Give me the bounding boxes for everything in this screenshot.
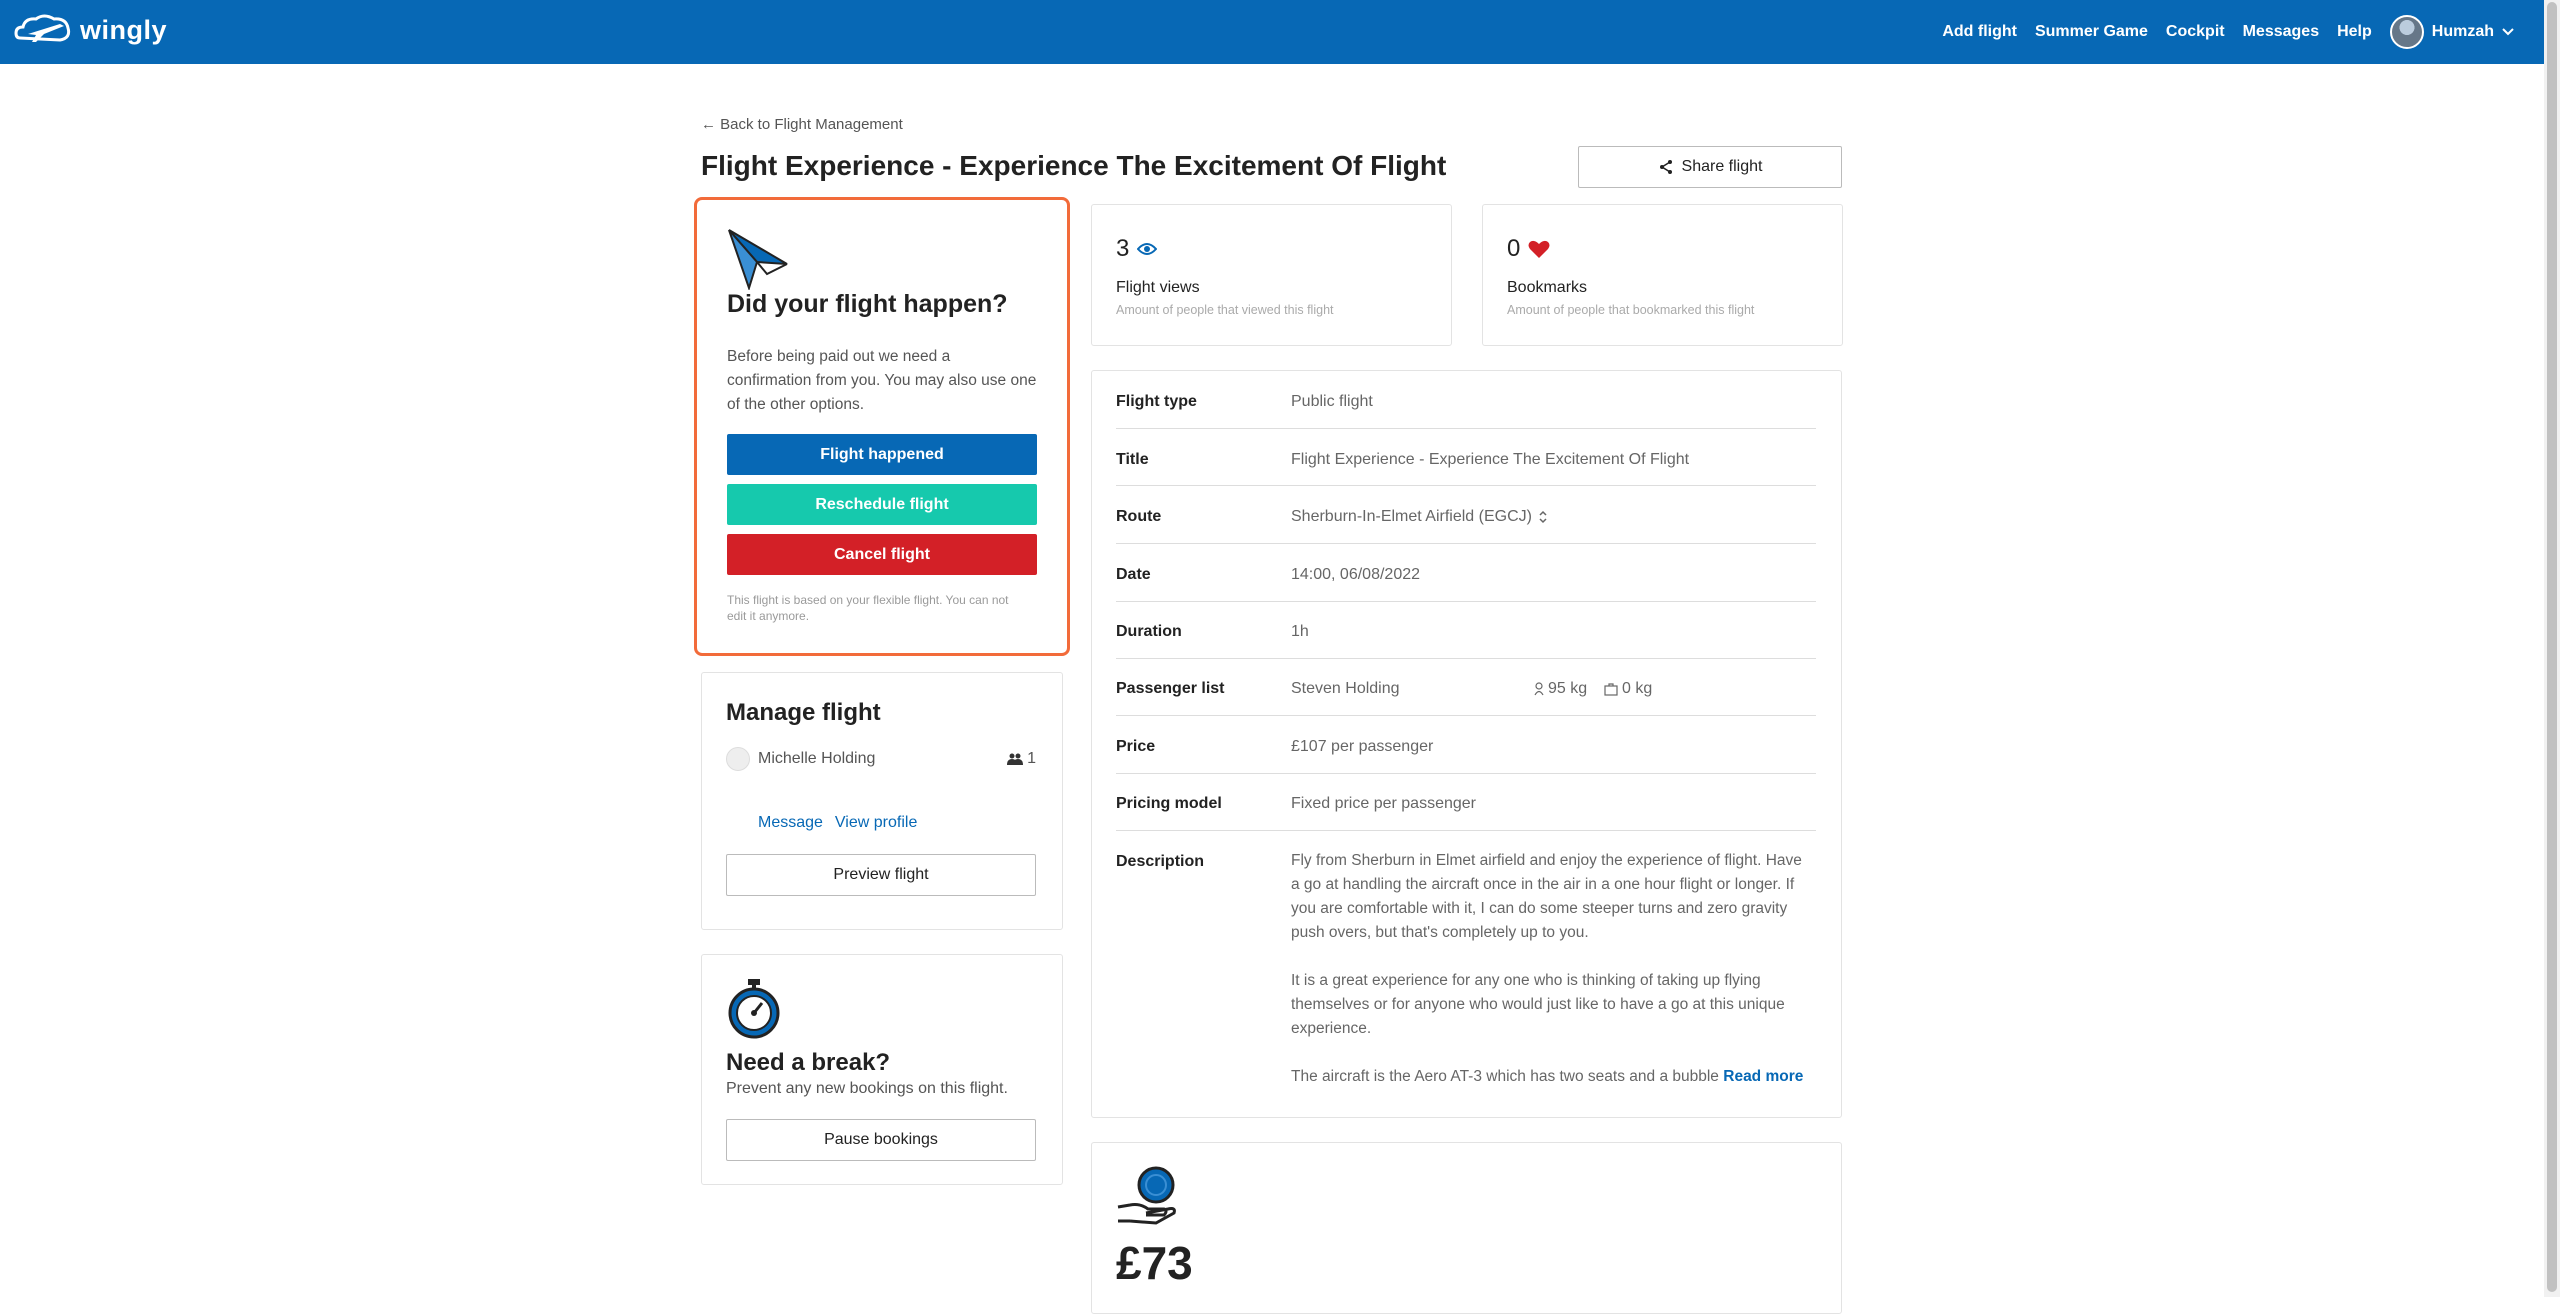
views-description: Amount of people that viewed this flight [1116,303,1334,317]
detail-key: Date [1116,566,1151,583]
person-icon [1534,682,1544,696]
bookmarks-card [1482,204,1843,346]
reschedule-flight-button[interactable]: Reschedule flight [727,484,1037,525]
detail-row-description [1116,853,1816,1093]
detail-value: 14:00, 06/08/2022 [1291,566,1421,583]
share-icon [1658,159,1674,175]
nav-help[interactable]: Help [2337,23,2372,40]
passenger-row [726,747,1036,771]
need-a-break-subtext: Prevent any new bookings on this flight. [726,1080,1008,1097]
passenger-name: Michelle Holding [758,750,876,767]
detail-key: Title [1116,451,1149,468]
detail-row-title [1116,451,1816,486]
flight-views-card [1091,204,1452,346]
description-paragraph: Fly from Sherburn in Elmet airfield and enjoy the experience of flight. Have a go at handling the aircraft once in the air in a one hour flight or longer. If you are comfortable with it, I can do some steeper turns and zero gravity push overs, but that's completely up to you. [1291,852,1802,941]
pause-bookings-card [701,954,1063,1185]
detail-value: £107 per passenger [1291,738,1434,755]
share-flight-button[interactable] [1578,146,1842,188]
preview-flight-button[interactable]: Preview flight [726,854,1036,896]
passenger-weight [1534,680,1587,698]
nav-cockpit[interactable]: Cockpit [2165,23,2225,40]
views-label: Flight views [1116,279,1200,296]
user-name: Humzah [2431,23,2494,40]
detail-row-route [1116,508,1816,544]
luggage-icon [1604,683,1618,696]
stopwatch-icon [726,979,782,1039]
cancel-flight-button[interactable]: Cancel flight [727,534,1037,575]
passenger-count [1007,750,1036,768]
flight-details-card [1091,370,1842,1118]
detail-key: Price [1116,738,1156,755]
description-paragraph: It is a great experience for any one who is thinking of taking up flying themselves or for anyone who would just like to have a go at this unique experience. [1291,972,1785,1037]
passenger-list-name: Steven Holding [1291,680,1400,697]
detail-key: Description [1116,853,1205,870]
passenger-avatar [726,747,750,771]
chevron-down-icon [2502,28,2514,36]
manage-flight-card [701,672,1063,930]
detail-key: Duration [1116,623,1182,640]
detail-row-date [1116,566,1816,602]
manage-flight-heading: Manage flight [726,699,881,726]
detail-row-flight-type [1116,393,1816,429]
back-to-flight-management-link[interactable]: ← Back to Flight Management [701,116,903,133]
manage-links [758,814,917,832]
detail-value: Flight Experience - Experience The Excitement Of Flight [1291,451,1690,468]
nav-messages[interactable]: Messages [2242,23,2320,40]
pause-bookings-button[interactable]: Pause bookings [726,1119,1036,1161]
passenger-count-value: 1 [1027,750,1036,767]
confirmation-heading: Did your flight happen? [727,290,1008,318]
payout-card [1091,1142,1842,1314]
description-paragraph-truncated [1291,1065,1806,1089]
confirmation-text: Before being paid out we need a confirmation from you. You may also use one of the other options. [727,348,1037,413]
detail-key: Flight type [1116,393,1197,410]
description-paragraph: The aircraft is the Aero AT-3 which has two seats and a bubble [1291,1068,1719,1085]
nav-add-flight[interactable]: Add flight [1942,23,2017,40]
scrollbar-thumb[interactable] [2547,2,2557,1292]
coin-hand-icon [1116,1165,1178,1225]
share-flight-label: Share flight [1681,158,1763,175]
user-menu[interactable] [2390,15,2514,49]
swap-icon[interactable] [1538,510,1548,524]
view-profile-link[interactable]: View profile [834,814,918,831]
users-icon [1007,753,1023,765]
detail-key: Pricing model [1116,795,1222,812]
scrollbar[interactable] [2544,0,2560,1297]
detail-row-price [1116,738,1816,774]
detail-value [1291,508,1548,526]
detail-value: 1h [1291,623,1309,640]
detail-value: Fixed price per passenger [1291,795,1476,812]
bookmarks-count-row [1507,235,1550,263]
detail-key: Passenger list [1116,680,1225,697]
flight-happened-button[interactable]: Flight happened [727,434,1037,475]
views-count-row [1116,235,1157,263]
paper-plane-icon [727,228,789,290]
plane-cloud-icon [14,12,72,48]
nav-summer-game[interactable]: Summer Game [2034,23,2148,40]
views-count: 3 [1116,235,1130,262]
passenger-weight-value: 95 kg [1548,680,1588,697]
bookmarks-count: 0 [1507,235,1521,262]
passenger-luggage [1604,680,1652,698]
detail-row-duration [1116,623,1816,659]
top-navbar [0,0,2544,64]
wingly-logo[interactable] [14,12,167,48]
detail-key: Route [1116,508,1162,525]
payout-amount: £73 [1116,1237,1193,1289]
bookmarks-description: Amount of people that bookmarked this flight [1507,303,1755,317]
need-a-break-heading: Need a break? [726,1049,891,1076]
flexible-flight-note: This flight is based on your flexible flight. You can not edit it anymore. [727,593,1009,623]
description-text [1291,849,1806,1089]
flight-confirmation-card [694,197,1070,656]
passenger-luggage-value: 0 kg [1622,680,1653,697]
eye-icon [1137,242,1157,256]
heart-icon [1528,239,1550,259]
detail-value: Public flight [1291,393,1373,410]
page-title: Flight Experience - Experience The Excitement Of Flight [701,150,1447,181]
detail-row-passengers [1116,680,1816,716]
nav-links [1942,0,2514,64]
bookmarks-label: Bookmarks [1507,279,1588,296]
read-more-link[interactable]: Read more [1723,1068,1804,1085]
message-link[interactable]: Message [758,814,823,831]
route-value: Sherburn-In-Elmet Airfield (EGCJ) [1291,508,1532,525]
detail-row-pricing-model [1116,795,1816,831]
brand-name: wingly [80,14,168,45]
avatar [2390,15,2424,49]
